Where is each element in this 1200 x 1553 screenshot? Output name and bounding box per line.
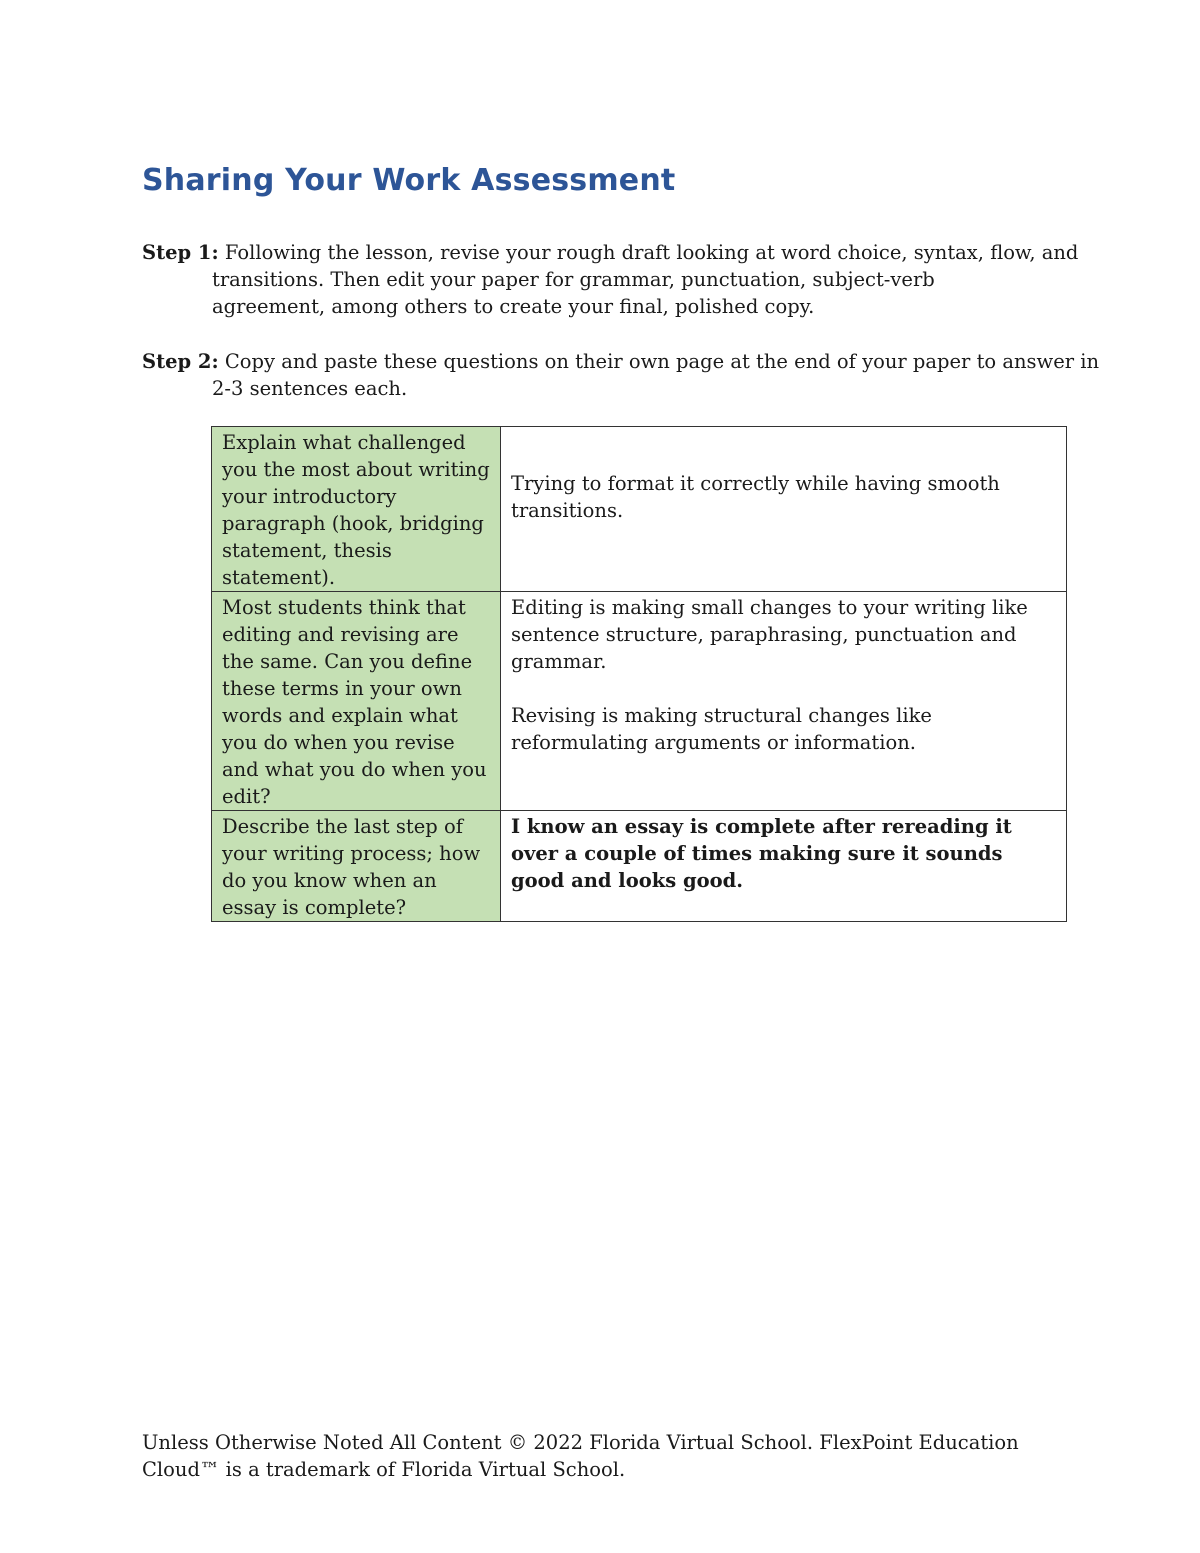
table-row [212,427,1067,592]
step-1-instructions [142,239,1079,320]
question-cell: Describe the last step of your writing process; how do you know when an essay is complete? [212,811,501,922]
question-answer-table [211,426,1067,922]
step-2-label: Step 2: [142,350,219,373]
step-2-instructions [142,348,1100,402]
answer-cell[interactable] [501,811,1067,922]
copyright-footer: Unless Otherwise Noted All Content © 2022 Florida Virtual School. FlexPoint Education Cloud™ is a trademark of Florida Virtual School. [142,1431,1019,1481]
answer-cell[interactable] [501,427,1067,592]
answer-text: I know an essay is complete after rereading it over a couple of times making sure it sounds good and looks good. [511,815,1012,892]
step-1-label: Step 1: [142,241,219,264]
page-title: Sharing Your Work Assessment [142,163,676,198]
table-row [212,811,1067,922]
question-cell: Most students think that editing and revising are the same. Can you define these terms in your own words and explain what you do when you revise and what you do when you edit? [212,592,501,811]
step-2-text-line1: Copy and paste these questions on their own page at the end of your paper to answer in [224,350,1100,373]
answer-text: Revising is making structural changes like reformulating arguments or information. [511,704,932,754]
step-1-text-line1: Following the lesson, revise your rough draft looking at word choice, syntax, flow, and [224,241,1079,264]
answer-text: Trying to format it correctly while having smooth transitions. [511,472,1000,522]
table-row [212,592,1067,811]
answer-cell[interactable] [501,592,1067,811]
answer-text: Editing is making small changes to your writing like sentence structure, paraphrasing, punctuation and grammar. [511,596,1028,673]
question-cell: Explain what challenged you the most about writing your introductory paragraph (hook, bridging statement, thesis statement). [212,427,501,592]
step-2-text-continuation: 2-3 sentences each. [212,377,408,400]
step-1-text-continuation: transitions. Then edit your paper for grammar, punctuation, subject-verb agreement, among others to create your final, polished copy. [212,268,935,318]
